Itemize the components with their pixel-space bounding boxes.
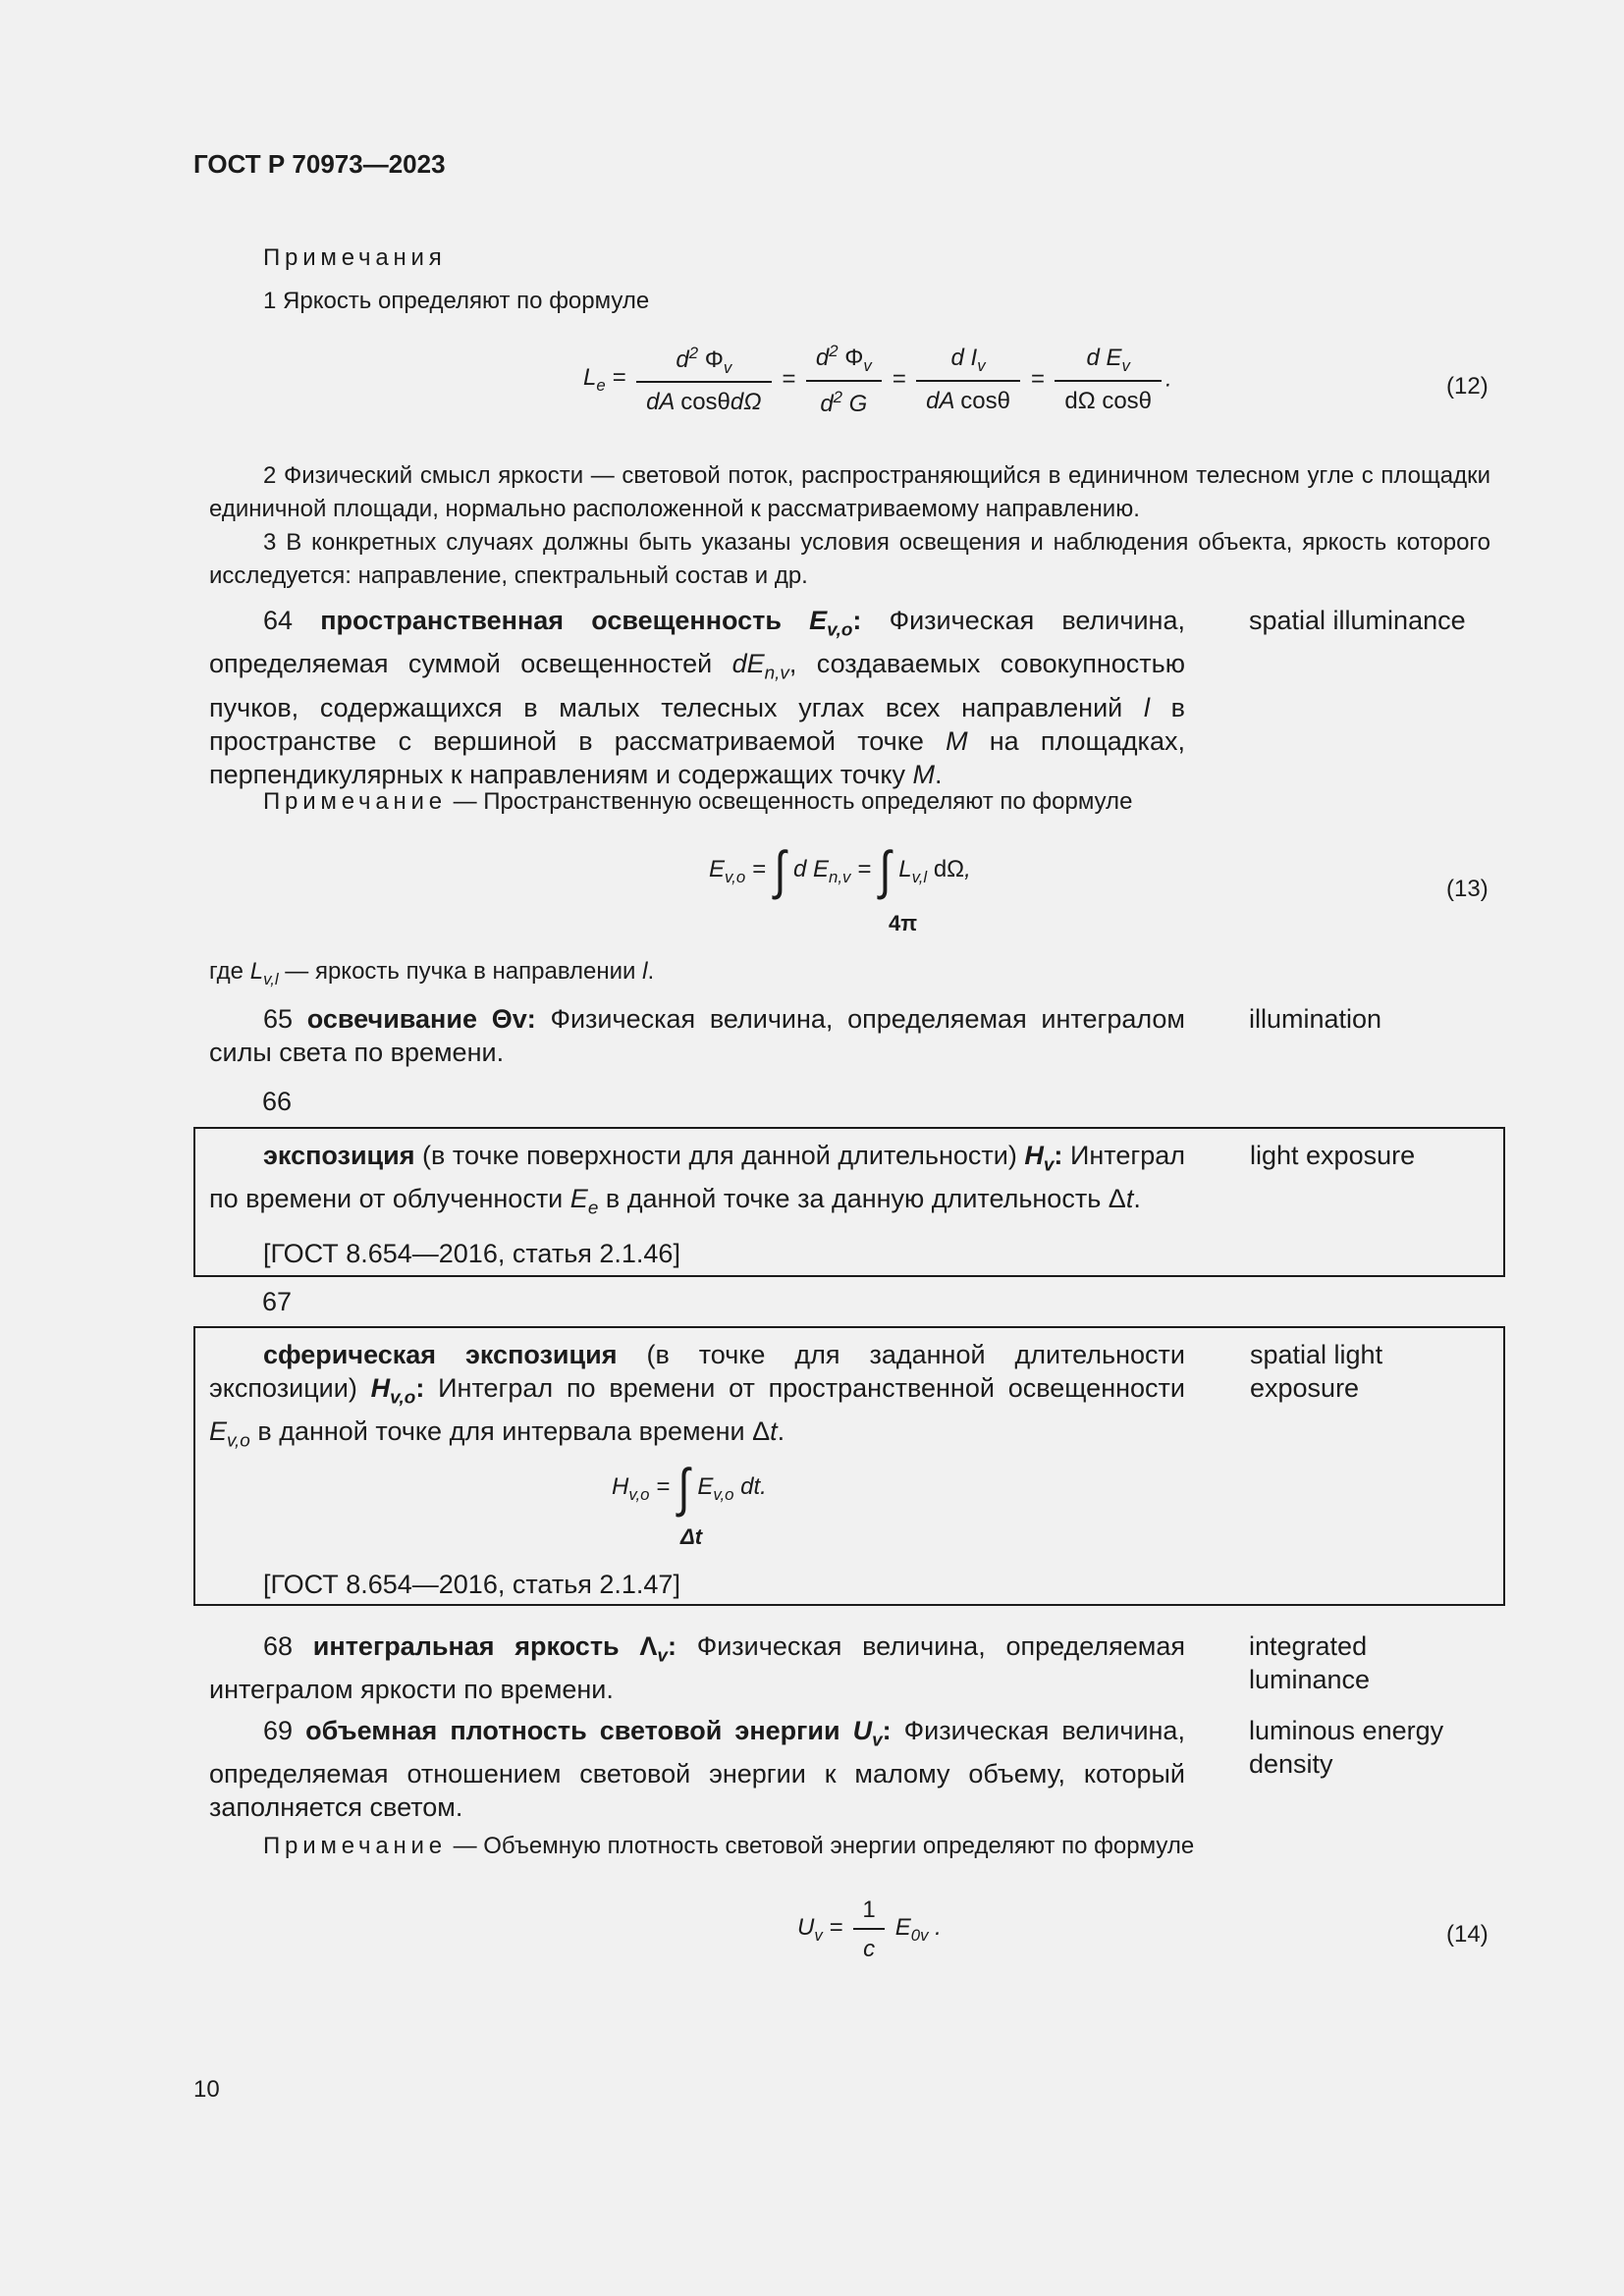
term-67-number: 67	[262, 1287, 293, 1316]
term-69-name: объемная плотность световой энергии	[305, 1716, 840, 1745]
formula-67: $H_{v,o}$ = ∫ $E_{v,o}$ dt.	[612, 1459, 767, 1518]
formula-12: $L_e$ = $\frac{d^2 \Phi_v}{\text{dA cosθdΩ}}$ = $\frac{d^2 \Phi_v}{d^2 G}$ = $\frac{d I_v}{\text{dA cosθ}}$ = $\frac{d E_v}{\text{dΩ cosθ}}$ .	[583, 342, 1172, 417]
term-66-definition: экспозиция (в точке поверхности для данной длительности) $H_v$: Интеграл по времени от облученности $E_e$ в данной точке за данную длительность Δt.	[209, 1141, 1185, 1219]
term-66-number: 66	[262, 1087, 293, 1116]
formula-13-explanation: где $L_{v,l}$ — яркость пучка в направлении l.	[209, 958, 655, 988]
term-66-source: [ГОСТ 8.654—2016, статья 2.1.46]	[263, 1239, 680, 1268]
note-3: 3 В конкретных случаях должны быть указаны условия освещения и наблюдения объекта, яркость которого исследуется: направление, спектральный состав и др.	[209, 529, 1490, 589]
integral-limit-delta-t: Δt	[680, 1524, 703, 1549]
term-68-definition: 68 интегральная яркость $\Lambda_v$: Физическая величина, определяемая интегралом яркости по времени.	[209, 1631, 1185, 1705]
note-2: 2 Физический смысл яркости — световой поток, распространяющийся в единичном телесном угле с площадки единичной площади, нормально расположенной к рассматриваемому направлению.	[209, 462, 1490, 522]
equation-number-14: (14)	[1446, 1921, 1489, 1948]
term-69-number: 69	[263, 1716, 294, 1745]
term-65-name: освечивание Θv:	[306, 1004, 536, 1034]
term-67-definition: сферическая экспозиция (в точке для заданной длительности экспозиции) $H_{v,o}$: Интеграл по времени от пространственной освещенности $E_{v,o}$ в данной точке для интервала времени Δt.	[209, 1340, 1185, 1452]
term-66-english: light exposure	[1250, 1141, 1416, 1170]
term-64-number: 64	[263, 606, 294, 635]
term-67-name: сферическая экспозиция	[263, 1340, 618, 1369]
term-66-box	[193, 1127, 1505, 1277]
term-68-name: интегральная яркость	[312, 1631, 620, 1661]
term-64-note: Примечание — Пространственную освещенность определяют по формуле	[263, 788, 1133, 815]
term-64-name: пространственная освещенность	[320, 606, 782, 635]
page-number: 10	[193, 2076, 220, 2103]
term-69-english: luminous energy density	[1249, 1716, 1444, 1779]
term-65-definition: 65 освечивание Θv: Физическая величина, определяемая интегралом силы света по времени.	[209, 1004, 1185, 1067]
term-64-english: spatial illuminance	[1249, 606, 1466, 635]
term-69-definition: 69 объемная плотность световой энергии $U_v$: Физическая величина, определяемая отношением световой энергии к малому объему, который заполняется светом.	[209, 1716, 1185, 1823]
term-67-source: [ГОСТ 8.654—2016, статья 2.1.47]	[263, 1570, 680, 1599]
term-68-number: 68	[263, 1631, 294, 1661]
term-65-english: illumination	[1249, 1004, 1382, 1034]
formula-13: $E_{v,o}$ = ∫ d $E_{n,v}$ = ∫ $L_{v,l}$ dΩ,	[709, 841, 971, 900]
term-69-note: Примечание — Объемную плотность световой энергии определяют по формуле	[263, 1833, 1195, 1859]
term-66-name: экспозиция	[263, 1141, 415, 1170]
formula-14: $U_v$ = $\frac{1}{c}$ $E_{0v}$ .	[797, 1896, 942, 1962]
term-67-english: spatial light exposure	[1250, 1340, 1383, 1403]
equation-number-13: (13)	[1446, 876, 1489, 902]
term-64-definition: 64 пространственная освещенность $E_{v,o}$: Физическая величина, определяемая суммой освещенностей $dE_{n,v}$, создаваемых совокупностью пучков, содержащихся в малых телесных углах всех направлений l в пространстве с вершиной в рассматриваемой точке M на площадках, перпендикулярных к направлениям и содержащих точку M.	[209, 606, 1185, 789]
equation-number-12: (12)	[1446, 373, 1489, 400]
integral-limit-4pi: 4π	[889, 911, 918, 935]
term-68-english: integrated luminance	[1249, 1631, 1371, 1694]
term-67-box	[193, 1326, 1505, 1606]
note-1: 1 Яркость определяют по формуле	[263, 288, 650, 314]
notes-heading: Примечания	[263, 244, 447, 271]
document-header: ГОСТ Р 70973—2023	[193, 149, 446, 179]
term-65-number: 65	[263, 1004, 294, 1034]
